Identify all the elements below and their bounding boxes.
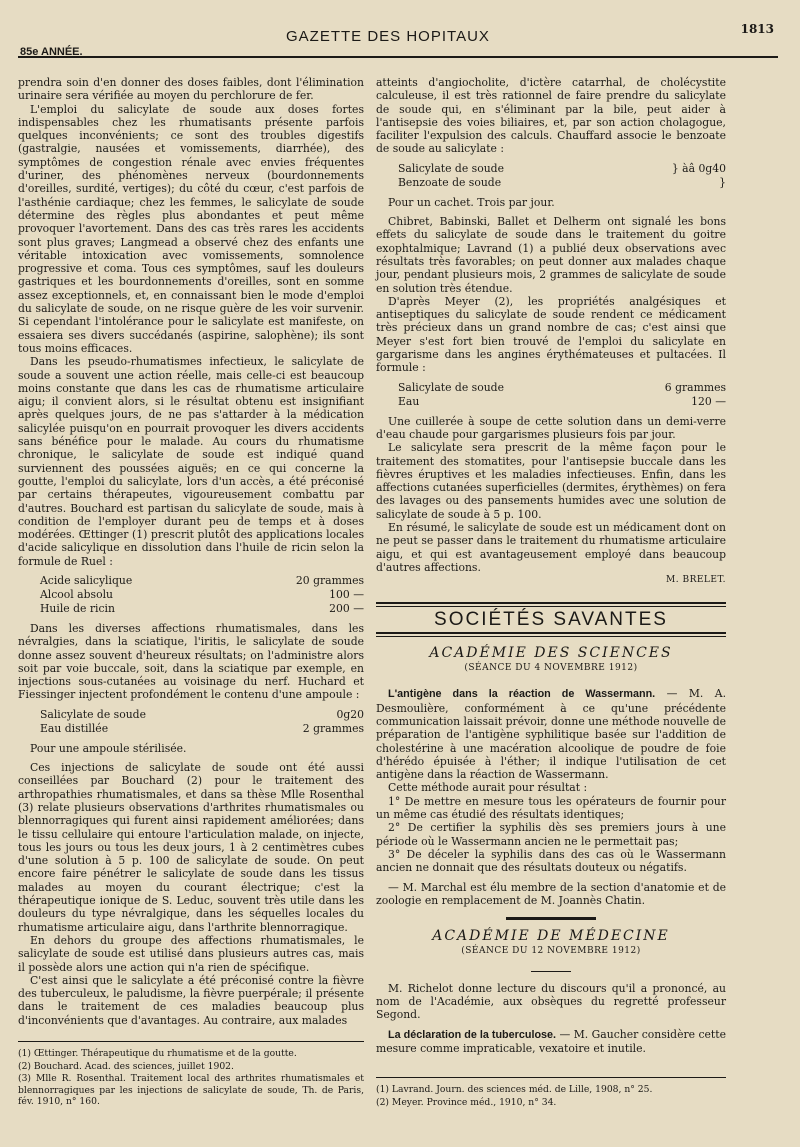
paragraph: atteints d'angiocholite, d'ictère catarrhal, de cholécystite calculeuse, il est très rationnel de faire prendre du salicylate de soude qui, en s'éliminant par la bile, peut aider à l'antisepsie des voies biliaires, et, par son action cholagogue, faciliter l'expulsion des calculs. Chauffard associe le benzoate de soude au salicylate : bbox=[376, 76, 726, 156]
paragraph: Ces injections de salicylate de soude ont été aussi conseillées par Bouchard (2) pour le traitement des arthropathies rhumatismales, et dans sa thèse Mlle Rosenthal (3) relate plusieurs observations d'arthrites rhumatismales ou blennorragiques qui furent ainsi rapidement améliorées; dans le tissu cellulaire qui entoure l'articulation malade, on injecte, tous les jours ou tous les deux jours, 1 à 2 centimètres cubes d'une solution à 5 p. 100 de salicylate de soude. On peut encore faire pénétrer le salicylate de soude dans les tissus malades au moyen du courant électrique; c'est la thérapeutique ionique de S. Leduc, souvent très utile dans les douleurs du type névralgique, dans les séquelles locales du rhumatisme articulaire aigu, dans l'arthrite blennorragique. bbox=[18, 761, 364, 934]
author-signature: M. BRELET. bbox=[666, 575, 726, 586]
section-title: SOCIÉTÉS SAVANTES bbox=[434, 608, 668, 630]
paragraph: prendra soin d'en donner des doses faibles, dont l'élimination urinaire sera vérifiée au moyen du perchlorure de fer. bbox=[18, 76, 364, 103]
separator-ornament bbox=[506, 917, 596, 920]
formula-meyer bbox=[376, 381, 726, 409]
paragraph: Chibret, Babinski, Ballet et Delherm ont signalé les bons effets du salicylate de soude dans le traitement du goitre exophtalmique; Lavrand (1) a publié deux observations avec résultats très favorables; on peut donner aux malades chaque jour, pendant plusieurs mois, 2 grammes de salicylate de soude en solution très étendue. bbox=[376, 215, 726, 295]
footnote: (3) Mlle R. Rosenthal. Traitement local des arthrites rhumatismales et blennorragiques par les injections de salicylate de soude, Th. de Paris, fév. 1910, n° 160. bbox=[18, 1073, 364, 1107]
header-rule bbox=[18, 56, 778, 58]
paragraph bbox=[376, 1028, 726, 1056]
right-column bbox=[376, 76, 726, 1109]
paragraph: Pour une ampoule stérilisée. bbox=[30, 741, 187, 755]
page-number: 1813 bbox=[740, 22, 774, 36]
formula-row: Salicylate de soude 0g20 bbox=[40, 707, 364, 721]
paragraph: — M. Marchal est élu membre de la section d'anatomie et de zoologie en remplacement de M. Joannès Chatin. bbox=[376, 880, 726, 907]
paragraph: En résumé, le salicylate de soude est un médicament dont on ne peut se passer dans le traitement du rhumatisme articulaire aigu, et qui est avantageusement employé dans beaucoup d'autres affections. bbox=[376, 521, 726, 574]
footnotes-left bbox=[18, 1041, 364, 1108]
article-heading: La déclaration de la tuberculose. bbox=[388, 1028, 557, 1041]
formula-row: Eau distillée 2 grammes bbox=[40, 721, 364, 735]
paragraph: C'est ainsi que le salicylate a été préconisé contre la fièvre des tuberculeux, le paludisme, la fièvre puerpérale; il présente dans le traitement de ces maladies beaucoup plus d'inconvénients que d'avantages. Au contraire, aux malades bbox=[18, 973, 364, 1027]
formula-row: Salicylate de soude } àâ 0g40 bbox=[398, 161, 726, 175]
article-text: — M. A. Desmoulière, conformément à ce qu'une précédente communication laissait prévoir, donne une méthode nouvelle de préparation de l'antigène syphilitique basée sur l'addition de cholestérine à une macération alcoolique de poudre de foie d'hérédo épuisée à l'éther; il indique l'utilisation de cet antigène dans la réaction de Wassermann. bbox=[376, 687, 727, 782]
paragraph: 2° De certifier la syphilis dès ses premiers jours à une période où le Wassermann ancien ne le permettait pas; bbox=[376, 821, 726, 848]
footnote: (2) Bouchard. Acad. des sciences, juillet 1902. bbox=[18, 1060, 234, 1072]
paragraph: Cette méthode aurait pour résultat : bbox=[388, 781, 588, 795]
paragraph bbox=[376, 687, 726, 781]
article-text: — M. Gaucher considère cette mesure comme impraticable, vexatoire et inutile. bbox=[376, 1027, 726, 1055]
session-date: (SÉANCE DU 4 NOVEMBRE 1912) bbox=[464, 663, 638, 674]
formula-ampoule bbox=[18, 708, 364, 736]
formula-chauffard bbox=[376, 162, 726, 190]
formula-row: Eau 120 — bbox=[398, 394, 726, 408]
formula-row: Alcool absolu 100 — bbox=[40, 587, 364, 601]
section-rule-bottom bbox=[376, 632, 726, 637]
formula-row: Salicylate de soude 6 grammes bbox=[398, 380, 726, 394]
left-column bbox=[18, 76, 364, 1109]
article-heading: L'antigène dans la réaction de Wassermann. bbox=[388, 688, 656, 701]
columns bbox=[18, 76, 738, 1109]
short-rule bbox=[531, 971, 571, 972]
paragraph: D'après Meyer (2), les propriétés analgésiques et antiseptiques du salicylate de soude rendent ce médicament très précieux dans un grand nombre de cas; c'est ainsi que Meyer s'est fort bien trouvé de l'emploi du salicylate en gargarisme dans les angines érythémateuses et pultacées. Il formule : bbox=[376, 294, 726, 375]
paragraph: En dehors du groupe des affections rhumatismales, le salicylate de soude est utilisé dans plusieurs autres cas, mais il possède alors une action qui n'a rien de spécifique. bbox=[18, 933, 364, 974]
footnote: (2) Meyer. Province méd., 1910, n° 34. bbox=[376, 1096, 557, 1108]
paragraph: Le salicylate sera prescrit de la même façon pour le traitement des stomatites, pour l'antisepsie buccale dans les fièvres éruptives et les maladies infectieuses. Enfin, dans les affections cutanées superficielles (dermites, érythèmes) on fera des lavages ou des pansements humides avec une solution de salicylate de soude à 5 p. 100. bbox=[376, 441, 726, 521]
journal-title: GAZETTE DES HOPITAUX bbox=[286, 28, 490, 45]
academy-title: ACADÉMIE DE MÉDECINE bbox=[432, 928, 670, 945]
year-label: 85e ANNÉE. bbox=[20, 46, 83, 58]
formula-ruel bbox=[18, 574, 364, 616]
formula-row: Huile de ricin 200 — bbox=[40, 601, 364, 615]
paragraph: 3° De déceler la syphilis dans des cas où le Wassermann ancien ne donnait que des résultats douteux ou négatifs. bbox=[376, 847, 726, 875]
paragraph: Une cuillerée à soupe de cette solution dans un demi-verre d'eau chaude pour gargarismes plusieurs fois par jour. bbox=[376, 414, 726, 441]
paragraph: Pour un cachet. Trois par jour. bbox=[388, 195, 555, 209]
page-header bbox=[18, 22, 774, 60]
section-rule-top bbox=[376, 602, 726, 607]
session-date: (SÉANCE DU 12 NOVEMBRE 1912) bbox=[461, 946, 641, 957]
paragraph: 1° De mettre en mesure tous les opérateurs de fournir pour un même cas étudié des résultats identiques; bbox=[376, 794, 726, 822]
formula-row: Acide salicylique 20 grammes bbox=[40, 573, 364, 587]
paragraph: M. Richelot donne lecture du discours qu'il a prononcé, au nom de l'Académie, aux obsèques du regretté professeur Segond. bbox=[376, 981, 726, 1022]
academy-title: ACADÉMIE DES SCIENCES bbox=[429, 644, 673, 661]
paragraph: L'emploi du salicylate de soude aux doses fortes indispensables chez les rhumatisants présente parfois quelques inconvénients; ce sont des troubles digestifs (gastralgie, nausées et vomissements, diarrhée), des symptômes de congestion rénale avec envies fréquentes d'uriner, des phénomènes nerveux (bourdonnements d'oreilles, surdité, vertiges); du côté du cœur, c'est parfois de l'asthénie cardiaque; chez les femmes, le salicylate de soude détermine des règles plus abondantes et peut même provoquer l'avortement. Dans des cas très rares les accidents sont plus graves; Langmead a observé chez des enfants une véritable intoxication avec vomissements, somnolence progressive et coma. Tous ces symptômes, sauf les douleurs gastriques et les bourdonnements d'oreilles, sont en somme assez exceptionnels, et, en connaissant bien le mode d'emploi du salicylate de soude, on ne risque guère de les voir survenir. Si cependant l'intolérance pour le salicylate est manifeste, on essaiera ses divers succédanés (aspirine, salophène); ils sont tous moins efficaces. bbox=[18, 102, 364, 355]
formula-row: Benzoate de soude } bbox=[398, 175, 726, 189]
paragraph: Dans les pseudo-rhumatismes infectieux, le salicylate de soude a souvent une action réelle, mais celle-ci est beaucoup moins constante que dans les cas de rhumatisme articulaire aigu; il convient alors, si le résultat obtenu est insignifiant après quelques jours, de ne pas s'attarder à la médication salicylée puisqu'on en pourrait provoquer les divers accidents sans bénéfice pour le malade. Au cours du rhumatisme chronique, le salicylate de soude est indiqué quand surviennent des poussées aiguës; en ce qui concerne la goutte, l'emploi du salicylate, lors d'un accès, a été préconisé par certains thérapeutes, vigoureusement combattu par d'autres. Bouchard est partisan du salicylate de soude, mais à condition de l'employer durant peu de temps et à doses modérées. Œttinger (1) prescrit plutôt des applications locales d'acide salicylique en dissolution dans l'huile de ricin selon la formule de Ruel : bbox=[18, 355, 364, 568]
footnote: (1) Lavrand. Journ. des sciences méd. de Lille, 1908, n° 25. bbox=[376, 1084, 653, 1096]
footnotes-right bbox=[376, 1077, 726, 1108]
section-heading bbox=[376, 602, 726, 637]
paragraph: Dans les diverses affections rhumatismales, dans les névralgies, dans la sciatique, l'iritis, le salicylate de soude donne assez souvent d'heureux résultats; on l'administre alors soit par voie buccale, soit, dans la sciatique par exemple, en injections sous-cutanées au voisinage du nerf. Huchard et Fiessinger injectent profondément le contenu d'une ampoule : bbox=[18, 621, 364, 702]
footnote: (1) Œttinger. Thérapeutique du rhumatisme et de la goutte. bbox=[18, 1048, 297, 1059]
